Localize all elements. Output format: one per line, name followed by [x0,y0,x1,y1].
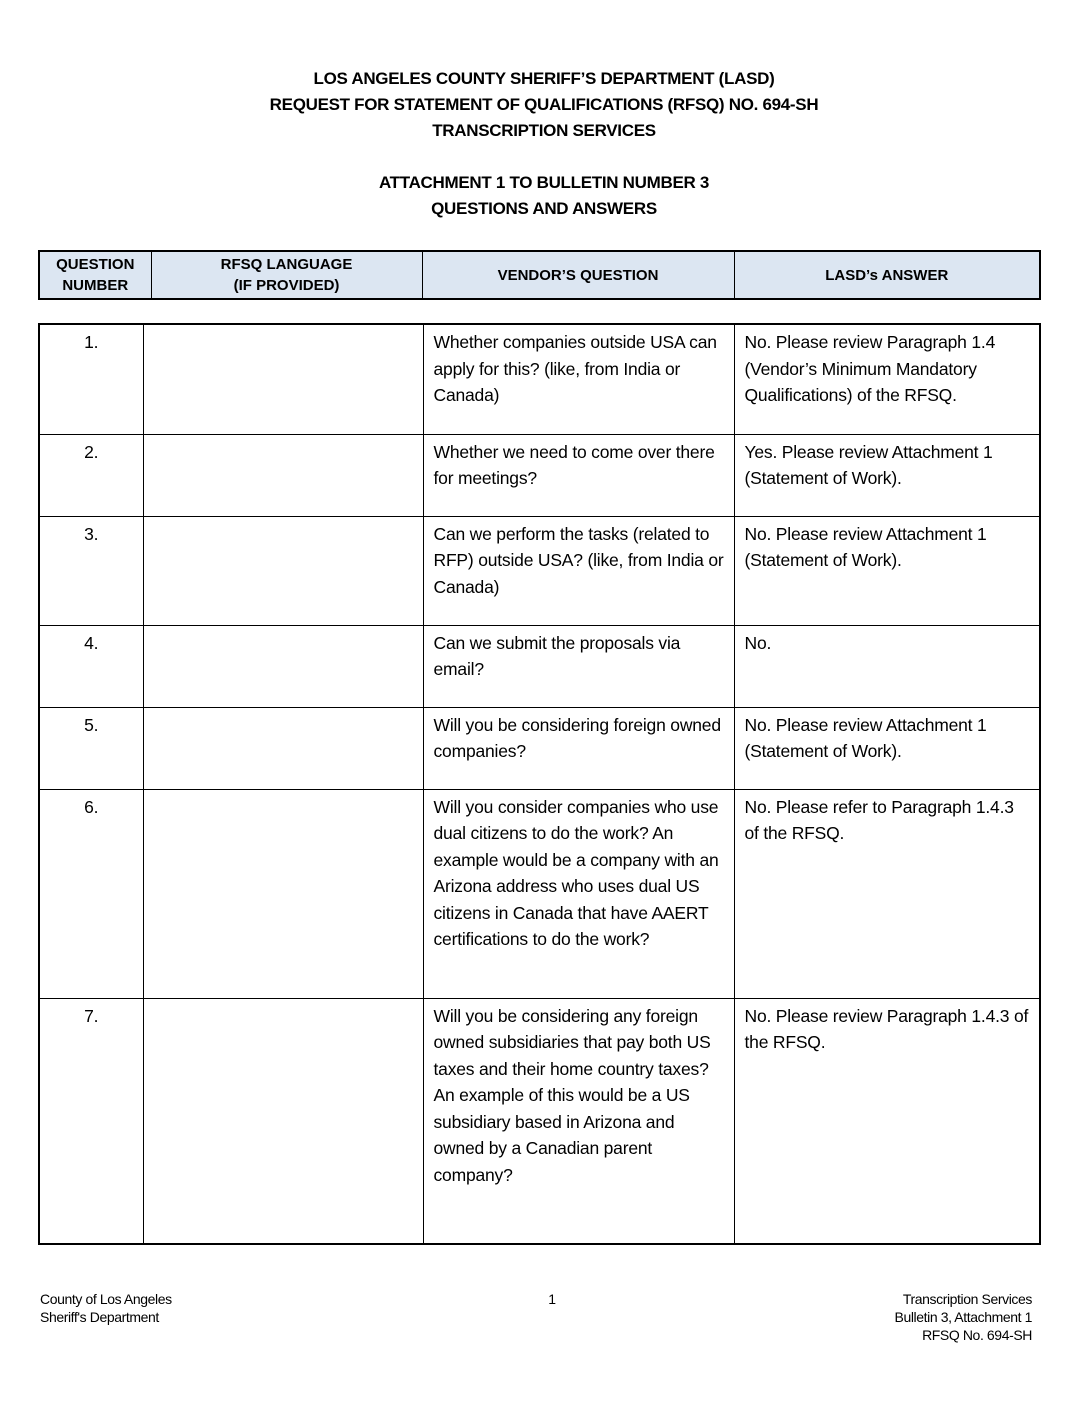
title-line-5: QUESTIONS AND ANSWERS [431,199,657,218]
footer-bulletin: Bulletin 3, Attachment 1 [894,1309,1032,1325]
question-number: 1. [39,324,143,434]
footer-county: County of Los Angeles [40,1291,172,1307]
table-header [38,250,1041,300]
rfsq-language-cell [143,434,423,516]
rfsq-language-cell [143,998,423,1244]
vendor-question-cell: Will you consider companies who use dual citizens to do the work? An example would be a company with an Arizona address who uses dual US citizens in Canada that have AAERT certifications to do the work? [423,789,734,998]
lasd-answer-cell: No. Please refer to Paragraph 1.4.3 of the RFSQ. [734,789,1040,998]
title-line-2: REQUEST FOR STATEMENT OF QUALIFICATIONS (RFSQ) NO. 694-SH [269,95,819,114]
question-number: 3. [39,516,143,625]
rfsq-language-cell [143,324,423,434]
page-number: 1 [548,1291,556,1307]
table-row [39,998,1040,1244]
question-number: 7. [39,998,143,1244]
footer-rfsq-number: RFSQ No. 694-SH [922,1327,1032,1343]
column-header-lasd-answer: LASD’s ANSWER [734,251,1040,299]
question-number: 6. [39,789,143,998]
vendor-question-cell: Can we perform the tasks (related to RFP) outside USA? (like, from India or Canada) [423,516,734,625]
rfsq-language-cell [143,516,423,625]
footer-right [895,1290,1033,1344]
qa-table [38,323,1041,1245]
rfsq-language-cell [143,707,423,789]
column-header-question-number: QUESTION NUMBER [39,251,151,299]
rfsq-language-cell [143,625,423,707]
question-number: 2. [39,434,143,516]
document-title-block [0,66,1088,222]
title-line-4: ATTACHMENT 1 TO BULLETIN NUMBER 3 [378,173,710,192]
table-row [39,625,1040,707]
table-row [39,789,1040,998]
column-header-vendor-question: VENDOR’S QUESTION [422,251,734,299]
table-row [39,516,1040,625]
title-line-1: LOS ANGELES COUNTY SHERIFF’S DEPARTMENT (LASD) [313,69,775,88]
vendor-question-cell: Whether we need to come over there for meetings? [423,434,734,516]
table-row [39,434,1040,516]
table-row [39,707,1040,789]
lasd-answer-cell: Yes. Please review Attachment 1 (Statement of Work). [734,434,1040,516]
lasd-answer-cell: No. Please review Attachment 1 (Statement of Work). [734,707,1040,789]
lasd-answer-cell: No. [734,625,1040,707]
title-line-3: TRANSCRIPTION SERVICES [432,121,656,140]
lasd-answer-cell: No. Please review Paragraph 1.4 (Vendor’s Minimum Mandatory Qualifications) of the RFSQ. [734,324,1040,434]
question-number: 4. [39,625,143,707]
table-row [39,324,1040,434]
rfsq-language-cell [143,789,423,998]
footer-service: Transcription Services [902,1291,1032,1307]
lasd-answer-cell: No. Please review Paragraph 1.4.3 of the RFSQ. [734,998,1040,1244]
question-number: 5. [39,707,143,789]
vendor-question-cell: Will you be considering any foreign owned subsidiaries that pay both US taxes and their home country taxes? An example of this would be a US subsidiary based in Arizona and owned by a Canadian parent company? [423,998,734,1244]
footer-department: Sheriff's Department [40,1309,159,1325]
vendor-question-cell: Whether companies outside USA can apply for this? (like, from India or Canada) [423,324,734,434]
vendor-question-cell: Will you be considering foreign owned companies? [423,707,734,789]
lasd-answer-cell: No. Please review Attachment 1 (Statement of Work). [734,516,1040,625]
column-header-rfsq-language: RFSQ LANGUAGE (IF PROVIDED) [151,251,422,299]
vendor-question-cell: Can we submit the proposals via email? [423,625,734,707]
